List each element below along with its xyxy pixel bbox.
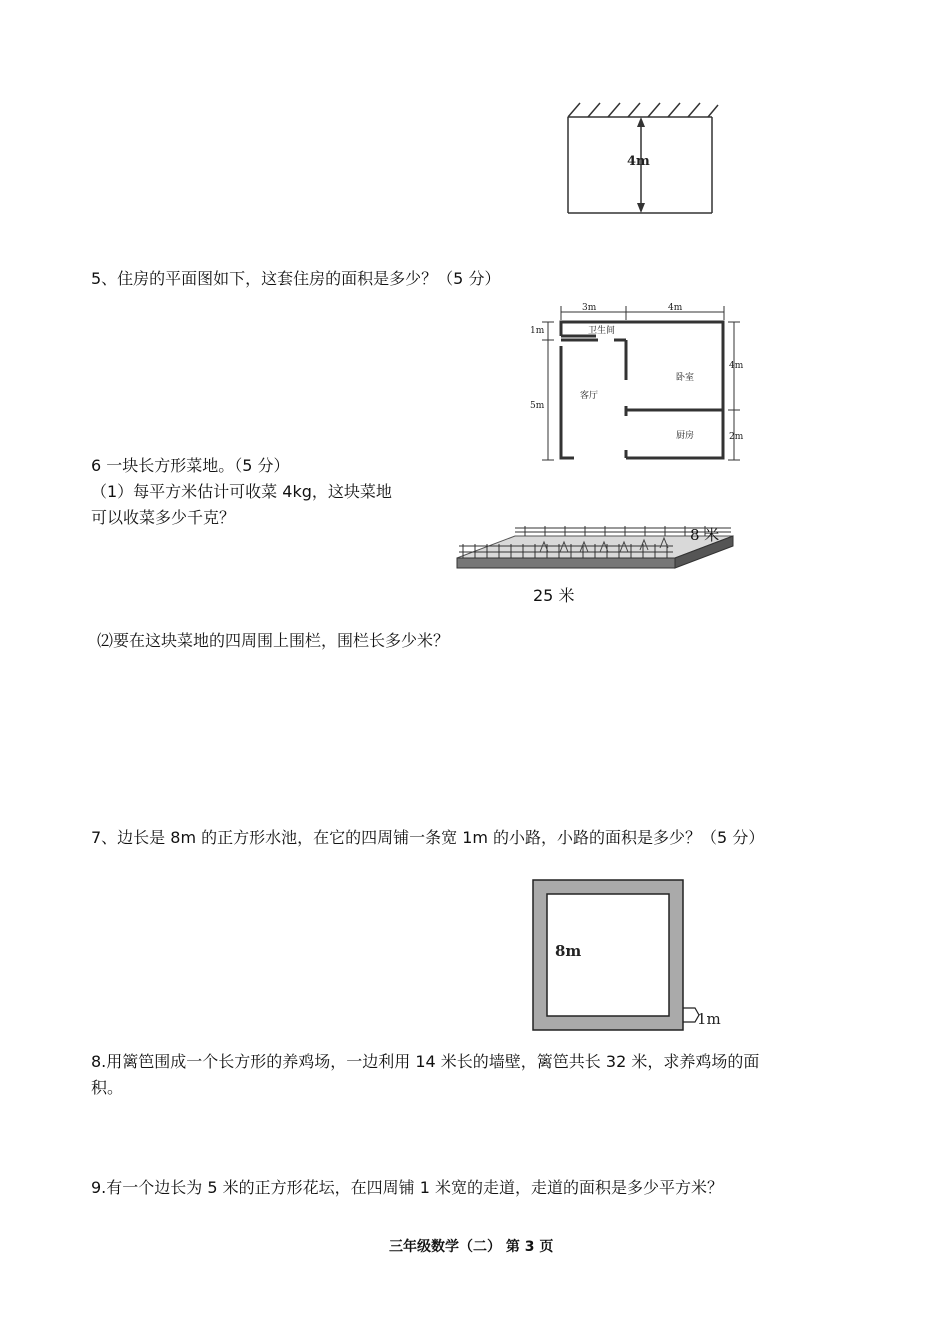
plan-right-bottom-label: 2m	[729, 432, 744, 442]
plan-left-top-label: 1m	[530, 326, 545, 336]
plan-top-right-label: 4m	[668, 303, 683, 313]
field-width-label: 8 米	[690, 526, 720, 544]
wall-height-label: 4m	[627, 154, 650, 169]
page-footer: 三年级数学（二） 第 3 页	[389, 1239, 554, 1255]
question-8-line-2: 积。	[91, 1078, 124, 1097]
plan-left-bottom-label: 5m	[530, 401, 545, 411]
plan-top-left-label: 3m	[582, 303, 597, 313]
question-6-part-1-line-2: 可以收菜多少千克？	[91, 508, 236, 527]
question-6-part-1-line-1: （1）每平方米估计可收菜 4kg，这块菜地	[91, 482, 392, 501]
question-5: 5、住房的平面图如下，这套住房的面积是多少？（5 分）	[91, 269, 501, 288]
question-6-title: 6 一块长方形菜地。（5 分）	[91, 456, 290, 475]
pool-figure	[525, 872, 735, 1037]
pool-side-label: 8m	[555, 942, 582, 960]
plan-kitchen-label: 厨房	[676, 431, 695, 441]
field-length-label: 25 米	[533, 586, 575, 605]
plan-bedroom-label: 卧室	[676, 373, 695, 383]
question-7: 7、边长是 8m 的正方形水池，在它的四周铺一条宽 1m 的小路，小路的面积是多少？（5 分）	[91, 828, 765, 847]
plan-right-top-label: 4m	[729, 361, 744, 371]
floor-plan-figure	[528, 300, 750, 468]
pool-path-label: 1m	[697, 1010, 721, 1028]
plan-bathroom-label: 卫生间	[588, 326, 616, 336]
question-6-part-2: ⑵要在这块菜地的四周围上围栏，围栏长多少米？	[97, 631, 450, 650]
question-9: 9.有一个边长为 5 米的正方形花坛，在四周铺 1 米宽的走道，走道的面积是多少平方米？	[91, 1178, 723, 1197]
wall-figure	[540, 95, 730, 220]
vegetable-field-figure	[445, 522, 740, 584]
plan-living-room-label: 客厅	[580, 391, 599, 401]
question-8-line-1: 8.用篱笆围成一个长方形的养鸡场，一边利用 14 米长的墙壁，篱笆共长 32 米，求养鸡场的面	[91, 1052, 760, 1071]
